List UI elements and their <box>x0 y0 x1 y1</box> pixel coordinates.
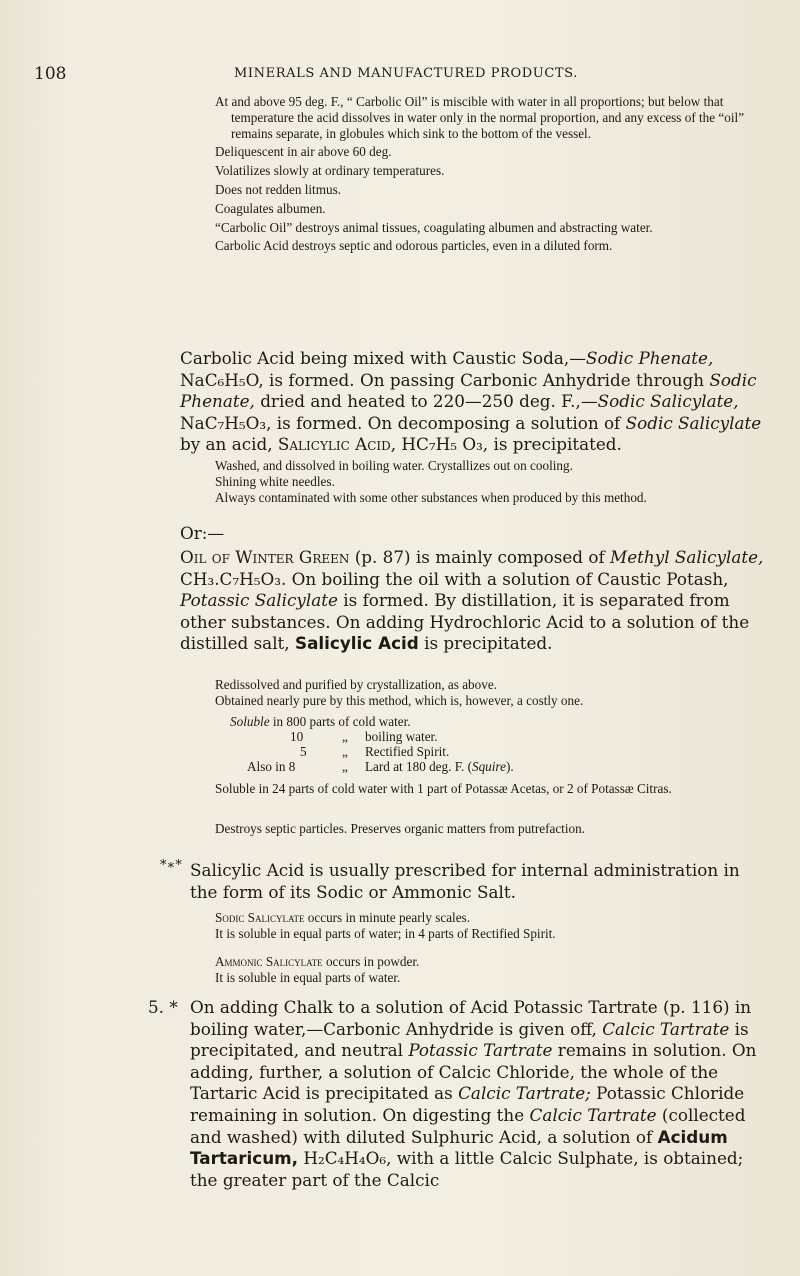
ammonic-line-2: It is soluble in equal parts of water. <box>215 969 401 985</box>
note-redissolved: Redissolved and purified by crystallization, as above. <box>215 677 497 692</box>
or-label: Or:— <box>180 523 225 543</box>
term-potassic-salicylate: Potassic Salicylate <box>180 590 338 611</box>
page-header <box>34 64 734 86</box>
note-deliquescent: Deliquescent in air above 60 deg. <box>215 144 392 160</box>
text-run: Lard at 180 deg. F. ( <box>365 759 472 774</box>
solubility-row-4-solvent <box>365 759 514 775</box>
text-run: is formed. By distillation, it is separated from other substances. On adding Hydrochloric Acid to a solution of the distilled salt, <box>180 590 750 654</box>
term-acidum-tartaricum: Acidum Tartaricum, <box>190 1126 728 1169</box>
wintergreen-notes <box>215 677 760 709</box>
note-volatilizes: Volatilizes slowly at ordinary temperatures. <box>215 163 445 179</box>
note-destroys-tissues: “Carbolic Oil” destroys animal tissues, coagulating albumen and abstracting water. <box>215 219 653 235</box>
page-number: 108 <box>34 64 67 84</box>
text-run: NaC₆H₅O, is formed. On passing Carbonic Anhydride through <box>180 369 710 390</box>
text-run: (collected and washed) with diluted Sulphuric Acid, a solution of <box>190 1104 746 1147</box>
note-soluble-acetas: Soluble in 24 parts of cold water with 1 part of Potassæ Acetas, or 2 of Potassæ Citras. <box>215 781 672 796</box>
text-run: is precipitated, and neutral <box>190 1018 749 1061</box>
text-run: H₂C₄H₄O₆, with a little Calcic Sulphate, is obtained; the greater part of the Calcic <box>190 1148 744 1190</box>
prescribed-paragraph: Salicylic Acid is usually prescribed for internal administration in the form of its Sodic or Ammonic Salt. <box>190 860 740 902</box>
solubility-row-2-solvent: boiling water. <box>365 729 438 744</box>
solubility-row-3-count: 5 <box>300 744 307 759</box>
text-run: occurs in powder. <box>322 954 420 969</box>
sodic-line-2: It is soluble in equal parts of water; in 4 parts of Rectified Spirit. <box>215 925 556 941</box>
ammonic-line-1 <box>215 954 760 970</box>
asterism-mark: *∗* <box>160 858 182 873</box>
running-title: MINERALS AND MANUFACTURED PRODUCTS. <box>234 66 578 81</box>
text-run: NaC₇H₅O₃, is formed. On decomposing a solution of <box>180 412 626 433</box>
text-run: dried and heated to 220—250 deg. F.,— <box>254 391 598 412</box>
ditto-mark: „ <box>342 744 348 759</box>
tartaric-paragraph <box>190 997 766 1191</box>
note-destroys-septic: Destroys septic particles. Preserves organic matters from putrefaction. <box>215 821 585 836</box>
term-sodic-phenate: Sodic Phenate, <box>586 348 714 368</box>
text-run: (p. 87) is mainly composed of <box>349 547 611 567</box>
soluble-label: Soluble <box>230 714 270 729</box>
term-calcic-tartrate: Calcic Tartrate; <box>458 1083 591 1104</box>
text-run: remains in solution. On adding, further, a solution of Calcic Chloride, the whole of the Tartaric Acid is precipitated as <box>190 1040 757 1104</box>
term-potassic-tartrate: Potassic Tartrate <box>408 1040 553 1061</box>
term-ammonic-salicylate: Ammonic Salicylate <box>215 954 323 969</box>
solubility-row-3-solvent: Rectified Spirit. <box>365 744 450 759</box>
note-litmus: Does not redden litmus. <box>215 181 341 197</box>
text-run: is precipitated. <box>418 633 553 654</box>
author-squire: Squire <box>471 759 506 774</box>
term-sodic-salicylate: Sodic Salicylate <box>625 412 762 433</box>
ditto-mark: „ <box>342 729 348 744</box>
wintergreen-paragraph <box>180 547 765 655</box>
sodic-line-1 <box>215 910 760 926</box>
solubility-row-4-count: Also in 8 <box>247 759 296 774</box>
text-run: HC₇H₅ O₃, is precipitated. <box>396 434 622 455</box>
text-run: Potassic Chloride remaining in solution. On digesting the <box>190 1083 745 1125</box>
solubility-row-1 <box>230 714 411 730</box>
term-methyl-salicylate: Methyl Salicylate, <box>610 547 764 567</box>
text-run: CH₃.C₇H₅O₃. On boiling the oil with a solution of Caustic Potash, <box>180 568 729 589</box>
term-calcic-tartrate: Calcic Tartrate <box>529 1104 657 1125</box>
text-run: ). <box>505 759 514 774</box>
note-obtained: Obtained nearly pure by this method, which is, however, a costly one. <box>215 692 584 708</box>
note-miscible: At and above 95 deg. F., “ Carbolic Oil” is miscible with water in all proportions; but below that temperature the acid dissolves in water only in the normal proportion, and any excess of the “oil” remains separate, in globules which sink to the bottom of the vessel. <box>215 94 745 141</box>
note-coagulates: Coagulates albumen. <box>215 200 326 216</box>
salicylic-notes <box>215 458 760 505</box>
salicylic-paragraph <box>180 348 765 456</box>
term-sodic-phenate: Sodic Phenate, <box>180 369 757 412</box>
note-contaminated: Always contaminated with some other substances when produced by this method. <box>215 489 647 505</box>
solubility-value: in 800 parts of cold water. <box>269 714 411 729</box>
text-run: Carbolic Acid being mixed with Caustic Soda,— <box>180 348 587 368</box>
solubility-row-2-count: 10 <box>290 729 304 744</box>
term-salicylic-acid-bold: Salicylic Acid <box>294 633 419 654</box>
note-septic: Carbolic Acid destroys septic and odorous particles, even in a diluted form. <box>215 238 613 254</box>
term-salicylic-acid: Salicylic Acid, <box>277 434 397 455</box>
term-sodic-salicylate: Sodic Salicylate <box>215 910 305 925</box>
term-calcic-tartrate: Calcic Tartrate <box>602 1018 730 1039</box>
text-run: occurs in minute pearly scales. <box>304 910 470 925</box>
ammonic-salicylate-block <box>215 954 760 986</box>
item-number: 5. * <box>148 997 178 1017</box>
text-run: On adding Chalk to a solution of Acid Potassic Tartrate (p. 116) in boiling water,—Carbonic Anhydride is given off, <box>190 997 752 1039</box>
sodic-salicylate-block <box>215 910 760 942</box>
note-washed: Washed, and dissolved in boiling water. Crystallizes out on cooling. <box>215 458 573 473</box>
note-needles: Shining white needles. <box>215 473 335 489</box>
term-sodic-salicylate: Sodic Salicylate, <box>597 391 739 412</box>
ditto-mark: „ <box>342 759 348 774</box>
carbolic-notes <box>215 94 760 254</box>
text-run: by an acid, <box>180 434 278 455</box>
term-oil-of-winter-green: Oil of Winter Green <box>180 547 350 567</box>
